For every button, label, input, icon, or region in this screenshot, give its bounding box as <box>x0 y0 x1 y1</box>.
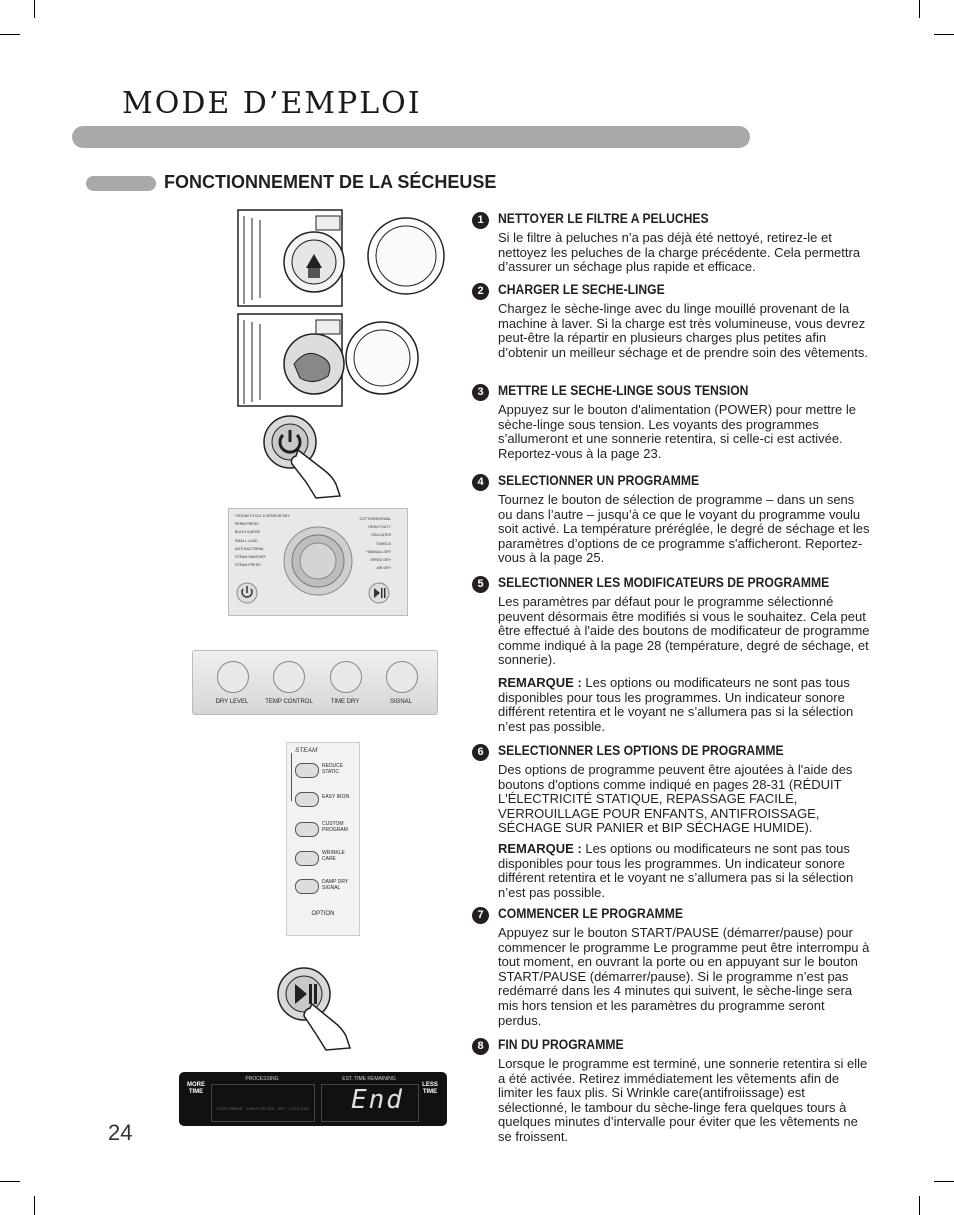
modifier-label: DRY LEVEL <box>215 699 249 705</box>
option-label: CUSTOM PROGRAM <box>322 821 348 833</box>
section-title: FONCTIONNEMENT DE LA SÉCHEUSE <box>164 172 497 192</box>
dryer-loading-illustration <box>236 312 456 408</box>
program-label: HEAVY DUTY <box>368 525 391 530</box>
step-body: Si le filtre à peluches n’a pas déjà été nettoyé, retirez-le et nettoyez les peluches de la charge précédente. Cela permettra d’assurer un séchage plus rapide et efficace. <box>498 230 861 275</box>
option-label: DAMP DRY SIGNAL <box>322 879 349 891</box>
option-label: REDUCE STATIC <box>322 763 344 775</box>
step-number: 3 <box>472 384 489 401</box>
crop-mark <box>934 34 954 35</box>
step-number: 5 <box>472 576 489 593</box>
modifier-label: TIME DRY <box>330 699 360 705</box>
program-label: AIR DRY <box>376 566 391 571</box>
program-label: TOWELS <box>375 541 391 546</box>
end-readout: End <box>351 1085 404 1115</box>
option-footer: OPTION <box>311 911 335 917</box>
program-label: SPEED DRY <box>370 558 391 563</box>
step-body: Tournez le bouton de sélection de programme – dans un sens ou dans l’autre – jusqu’à ce que le voyant du programme voulu soit activé. La température préréglée, le degré de séchage et les paramètres d’options de ce programme s'afficheront. Reportez-vous à la page 25. <box>498 492 870 566</box>
program-label: STEAM FRESH <box>235 563 261 568</box>
program-label: DELICATES <box>371 533 391 538</box>
dry-level-button <box>217 661 249 693</box>
crop-mark <box>934 1181 954 1182</box>
end-display-panel <box>179 1072 447 1126</box>
step-title: METTRE LE SECHE-LINGE SOUS TENSION <box>498 383 749 398</box>
crop-mark <box>919 0 920 18</box>
option-label: WRINKLE CARE <box>322 850 345 862</box>
page-number: 24 <box>108 1120 133 1145</box>
stage-label: COOL END <box>288 1106 310 1111</box>
step-title: NETTOYER LE FILTRE A PELUCHES <box>498 211 709 226</box>
step-title: SELECTIONNER LES OPTIONS DE PROGRAMME <box>498 743 784 758</box>
option-heading: STEAM <box>295 747 318 754</box>
step-title: COMMENCER LE PROGRAMME <box>498 906 683 921</box>
step-body: Des options de programme peuvent être ajoutées à l'aide des boutons d'options comme indiqué en pages 28-31 (RÉDUIT L'ÉLECTRICITÉ STATIQUE, REPASSAGE FACILE, VERROUILLAGE POUR ENFANTS, ANTIFROISSAGE, SÉCHAGE SUR PANIER et BIP SÉCHAGE HUMIDE). <box>498 762 853 836</box>
step-number: 7 <box>472 907 489 924</box>
easy-iron-button <box>295 792 319 807</box>
note-text: Les options ou modificateurs ne sont pas tous disponibles pour tous les programmes. Un indicateur sonore différent retentira et le voyant ne s’allumera pas si la sélection n’est pas possible. <box>498 840 854 900</box>
temp-control-button <box>273 661 305 693</box>
stage-label: FLOW SENSE <box>216 1106 243 1111</box>
less-time-label: LESS TIME <box>422 1082 438 1095</box>
dryer-door-illustration <box>236 208 456 308</box>
step-title: SELECTIONNER LES MODIFICATEURS DE PROGRAMME <box>498 575 830 590</box>
step-body: Appuyez sur le bouton START/PAUSE (démarrer/pause) pour commencer le programme Le programme peut être interrompu à tout moment, en ouvrant la porte ou en appuyant sur le bouton START/PAUSE (démarrer/pause). Si le programme n’est pas redémarré dans les 4 minutes qui suivent, le sèche-linge sera mis hors tension et les paramètres du programme seront perdus. <box>498 925 870 1028</box>
crop-mark <box>34 1196 35 1215</box>
stage-label: CHECK FILTER <box>245 1106 275 1111</box>
time-dry-button <box>330 661 362 693</box>
step-title: FIN DU PROGRAMME <box>498 1037 624 1052</box>
note-text: Les options ou modificateurs ne sont pas tous disponibles pour tous les programmes. Un indicateur sonore différent retentira et le voyant ne s’allumera pas si la sélection n’est pas possible. <box>498 674 854 734</box>
signal-button <box>386 661 418 693</box>
step-body: Lorsque le programme est terminé, une sonnerie retentira si elle a été activée. Retirez immédiatement les vêtements afin de limiter les faux plis. Si Wrinkle care(antifroiissage) est sélectionné, le tambour du sèche-linge fera quelques tours à quelques minutes d’intervalle pour éviter que les vêtements ne se froissent. <box>498 1056 868 1144</box>
section-pill <box>86 176 156 191</box>
power-button-illustration <box>262 412 366 500</box>
program-label: ANTI BACTERIAL <box>235 546 265 551</box>
crop-mark <box>0 1181 20 1182</box>
modifier-label: TEMP CONTROL <box>265 699 313 705</box>
step-title: CHARGER LE SECHE-LINGE <box>498 282 665 297</box>
modifier-label: SIGNAL <box>389 699 412 705</box>
wrinkle-care-button <box>295 851 319 866</box>
step-number: 4 <box>472 474 489 491</box>
page-title: MODE D’EMPLOI <box>122 86 422 121</box>
step-number: 8 <box>472 1038 489 1055</box>
step-number: 2 <box>472 283 489 300</box>
program-label: *MANUAL DRY <box>366 549 391 554</box>
option-label: EASY IRON <box>322 794 350 800</box>
option-panel <box>286 742 360 936</box>
program-label: STEAM SANITARY <box>235 555 267 560</box>
program-label: *STEAM CYCLE & SENSOR DRY <box>235 514 290 518</box>
program-selector-panel <box>228 508 408 616</box>
start-pause-button-illustration <box>274 964 358 1052</box>
step-body: Chargez le sèche-linge avec du linge mouillé provenant de la machine à laver. Si la charge est très volumineuse, vous devrez peut-être la répartir en plusieurs charges plus petites afin d’obtenir un meilleur séchage et de prendre soin des vêtements. <box>498 301 868 360</box>
modifier-buttons-panel <box>192 650 438 715</box>
step-number: 1 <box>472 212 489 229</box>
crop-mark <box>34 0 35 18</box>
step-body: Appuyez sur le bouton d'alimentation (POWER) pour mettre le sèche-linge sous tension. Les voyants des programmes s’allumeront et une sonnerie retentira, si celle-ci est activée. Reportez-vous à la page 23. <box>498 402 856 461</box>
program-label: COTTON/NORMAL <box>359 517 391 521</box>
program-label: PERM.PRESS <box>235 522 259 527</box>
note-label: REMARQUE : <box>498 840 582 856</box>
stage-label: DRY <box>277 1106 286 1111</box>
program-label: BULKY/LARGE <box>235 530 260 535</box>
custom-program-button <box>295 822 319 837</box>
processing-label: PROCESSING <box>245 1076 279 1082</box>
crop-mark <box>919 1196 920 1215</box>
step-number: 6 <box>472 744 489 761</box>
more-time-label: MORE TIME <box>187 1082 205 1095</box>
step-body: Les paramètres par défaut pour le programme sélectionné peuvent désormais être modifiés si vous le souhaitez. Cela peut être effectué à l'aide des boutons de modificateur de programme comme indiqué à la page 28 (température, degré de séchage, et sonnerie). <box>498 594 870 668</box>
crop-mark <box>0 34 20 35</box>
damp-dry-signal-button <box>295 879 319 894</box>
time-remaining-label: EST. TIME REMAINING <box>342 1076 396 1082</box>
reduce-static-button <box>295 763 319 778</box>
note-label: REMARQUE : <box>498 674 582 690</box>
program-label: SMALL LOAD <box>235 538 258 543</box>
step-title: SELECTIONNER UN PROGRAMME <box>498 473 700 488</box>
header-bar <box>72 126 750 148</box>
